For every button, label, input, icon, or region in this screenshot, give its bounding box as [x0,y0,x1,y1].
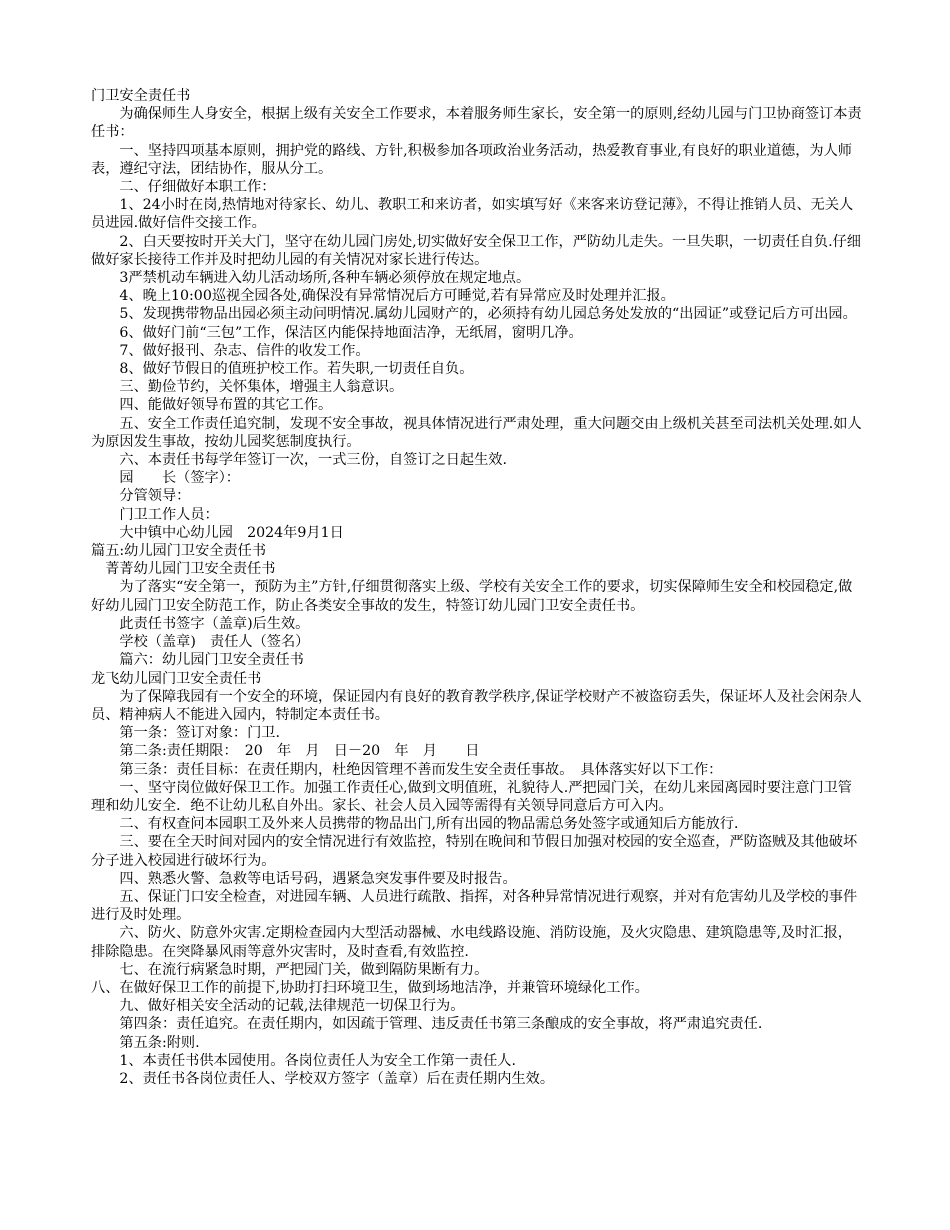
paragraph: 四、能做好领导布置的其它工作。 [91,397,333,414]
paragraph: 3严禁机动车辆进入幼儿活动场所,各种车辆必须停放在规定地点。 [91,270,531,287]
paragraph: 4、晚上10:00巡视全园各处,确保没有异常情况后方可睡觉,若有异常应及时处理并汇报。 [91,288,675,305]
paragraph: 学校（盖章) 责任人（签名） [91,634,310,651]
paragraph: 第三条：责任目标：在责任期内，杜绝因管理不善而发生安全责任事故。 具体落实好以下工作： [91,761,723,778]
paragraph: 第二条:责任期限： 20 年 月 日－20 年 月 日 [91,743,480,760]
paragraph: 第四条：责任追究。在责任期内，如因疏于管理、违反责任书第三条酿成的安全事故，将严肃追究责任. [91,1016,763,1033]
paragraph: 1、24小时在岗,热情地对待家长、幼儿、教职工和来访者，如实填写好《来客来访登记薄》，不得让推销人员、无关人员进园.做好信件交接工作。 [91,197,854,232]
paragraph: 为了保障我园有一个安全的环境，保证园内有良好的教育教学秩序,保证学校财产不被盗窃丢失，保证坏人及社会闲杂人员、精神病人不能进入园内，特制定本责任书。 [91,688,862,723]
paragraph: 园 长（签字）： [91,470,240,487]
paragraph: 6、做好门前“三包”工作，保洁区内能保持地面洁净，无纸屑，窗明几净。 [91,324,583,341]
paragraph: 8、做好节假日的值班护校工作。若失职,一切责任自负。 [91,361,474,378]
paragraph: 1、本责任书供本园使用。各岗位责任人为安全工作第一责任人. [91,1052,516,1069]
paragraph: 五、保证门口安全检查，对进园车辆、人员进行疏散、指挥，对各种异常情况进行观察，并对有危害幼儿及学校的事件进行及时处理。 [91,888,858,924]
paragraph: 大中镇中心幼儿园 2024年9月1日 [91,524,344,541]
paragraph: 为确保师生人身安全，根据上级有关安全工作要求，本着服务师生家长，安全第一的原则,经幼儿园与门卫协商签订本责任书： [91,106,862,141]
paragraph: 为了落实“安全第一，预防为主”方针,仔细贯彻落实上级、学校有关安全工作的要求，切实保障师生安全和校园稳定,做好幼儿园门卫安全防范工作，防止各类安全事故的发生，特签订幼儿园门卫安全责任书。 [91,579,853,614]
paragraph: 分管领导： [91,488,191,505]
paragraph: 2、责任书各岗位责任人、学校双方签字（盖章）后在责任期内生效。 [91,1070,555,1087]
paragraph: 第一条：签订对象：门卫. [91,725,280,742]
paragraph: 七、在流行病紧急时期，严把园门关，做到隔防果断有力。 [91,961,489,978]
paragraph: 第五条:附则. [91,1034,200,1051]
paragraph: 一、坚持四项基本原则，拥护党的路线、方针,积极参加各项政治业务活动，热爱教育事业,有良好的职业道德，为人师表，遵纪守法，团结协作，服从分工。 [91,142,852,177]
paragraph: 菁菁幼儿园门卫安全责任书 [91,561,276,578]
paragraph: 门卫安全责任书 [91,88,191,104]
paragraph: 八、在做好保卫工作的前提下,协助打扫环境卫生，做到场地洁净，并兼管环境绿化工作。 [91,979,649,996]
paragraph: 5、发现携带物品出园必须主动问明情况.属幼儿园财产的，必须持有幼儿园总务处发放的“出园证”或登记后方可出园。 [91,306,857,323]
paragraph: 门卫工作人员： [91,506,219,523]
paragraph: 7、做好报刊、杂志、信件的收发工作。 [91,342,370,359]
paragraph: 2、白天要按时开关大门，坚守在幼儿园门房处,切实做好安全保卫工作，严防幼儿走失。一旦失职，一切责任自负.仔细做好家长接待工作并及时把幼儿园的有关情况对家长进行传达。 [91,233,861,268]
paragraph: 篇五:幼儿园门卫安全责任书 [91,543,267,560]
paragraph: 龙飞幼儿园门卫安全责任书 [91,670,262,687]
paragraph: 三、勤俭节约，关怀集体，增强主人翁意识。 [91,379,404,396]
paragraph: 二、有权查问本园职工及外来人员携带的物品出门,所有出园的物品需总务处签字或通知后方能放行． [91,816,749,833]
paragraph: 九、做好相关安全活动的记载,法律规范一切保卫行为。 [91,998,465,1015]
document-body [91,87,866,1088]
paragraph: 四、熟悉火警、急救等电话号码，遇紧急突发事件要及时报告。 [91,870,517,887]
paragraph: 此责任书签字（盖章)后生效。 [91,615,310,632]
paragraph: 五、安全工作责任追究制，发现不安全事故，视具体情况进行严肃处理，重大问题交由上级机关甚至司法机关处理.如人为原因发生事故，按幼儿园奖惩制度执行。 [91,415,862,450]
paragraph: 篇六：幼儿园门卫安全责任书 [91,652,304,669]
paragraph: 三、要在全天时间对园内的安全情况进行有效监控，特别在晚间和节假日加强对校园的安全巡查，严防盗贼及其他破坏分子进入校园进行破坏行为。 [91,834,858,869]
paragraph: 六、防火、防意外灾害.定期检查园内大型活动器械、水电线路设施、消防设施，及火灾隐患、建筑隐患等,及时汇报，排除隐患。在突降暴风雨等意外灾害时，及时查看,有效监控. [91,925,852,960]
paragraph: 六、本责任书每学年签订一次，一式三份，自签订之日起生效. [91,452,507,469]
paragraph: 二、仔细做好本职工作： [91,179,276,196]
paragraph: 一、坚守岗位做好保卫工作。加强工作责任心,做到文明值班，礼貌待人.严把园门关，在幼儿来园离园时要注意门卫管理和幼儿安全．绝不让幼儿私自外出。家长、社会人员入园等需得有关领导同意后方可入内。 [91,779,852,814]
